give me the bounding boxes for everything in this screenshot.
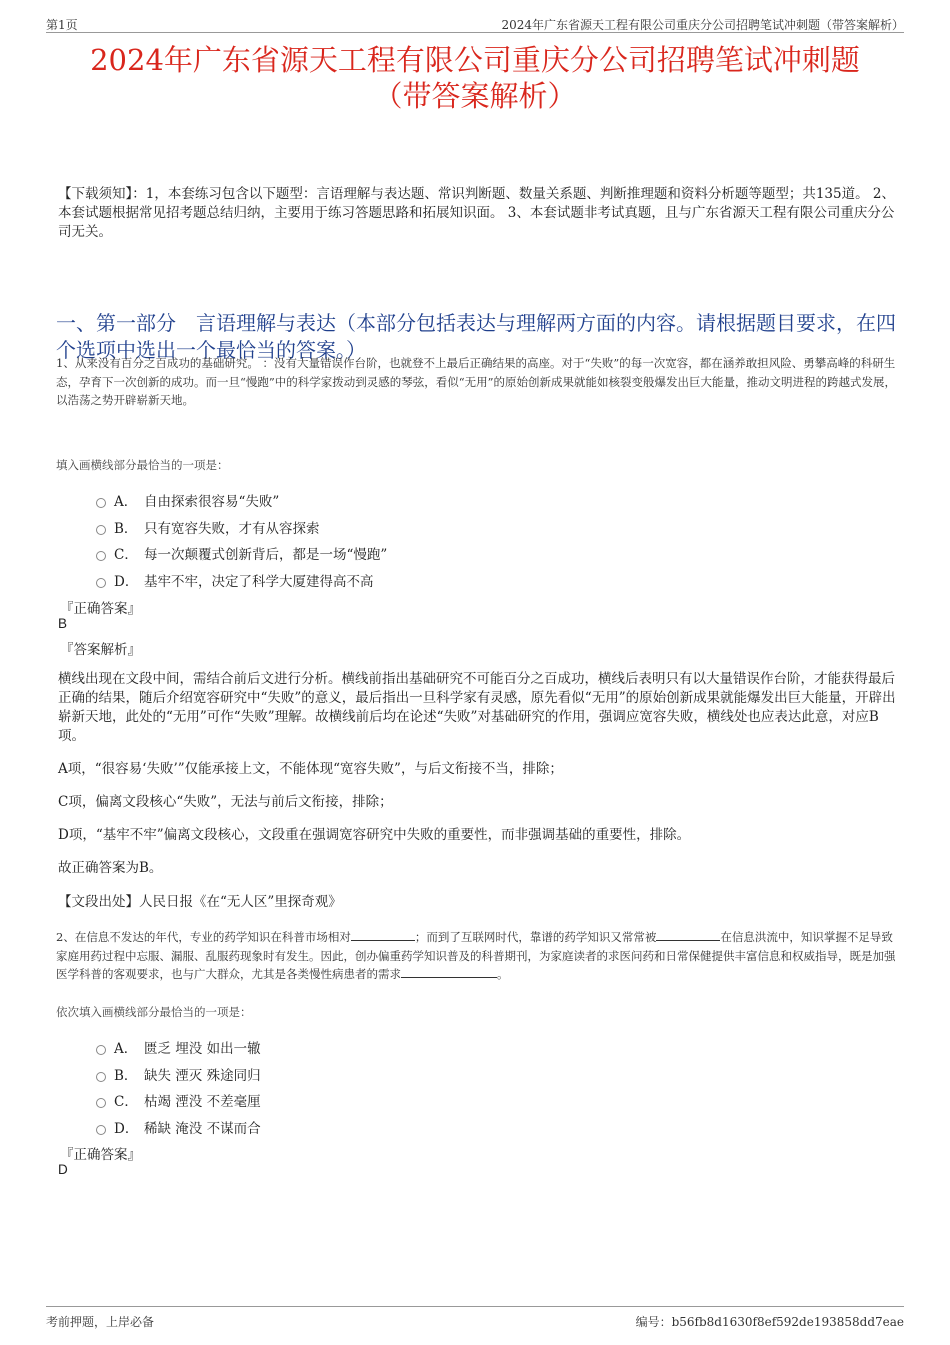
blank-3 — [401, 965, 497, 978]
radio-icon[interactable] — [96, 551, 106, 561]
question-2-text: 2、在信息不发达的年代，专业的药学知识在科普市场相对 ；而到了互联网时代，靠谱的药学知识又常常被 在信息洪流中，知识掌握不足导致家庭用药过程中忘服、漏服、乱服药现象时有发生。因此，创办偏重药学知识普及的科普期刊，为家庭读者的求医问药和日常保健提供丰富信息和权威指导，既是加强医学科普的客观要求，也与广大群众，尤其是各类慢性病患者的需求 。 — [56, 930, 896, 981]
option-c[interactable]: C． 枯竭 湮没 不差毫厘 — [96, 1087, 261, 1114]
blank-1 — [351, 928, 415, 941]
radio-icon[interactable] — [96, 1045, 106, 1055]
option-d[interactable]: D． 稀缺 淹没 不谋而合 — [96, 1114, 261, 1141]
title-line-1: 2024年广东省源天工程有限公司重庆分公司招聘笔试冲刺题 — [90, 43, 860, 77]
header-doc-title: 2024年广东省源天工程有限公司重庆分公司招聘笔试冲刺题（带答案解析） — [501, 18, 904, 32]
radio-icon[interactable] — [96, 1125, 106, 1135]
question-2-prompt: 依次填入画横线部分最恰当的一项是： — [56, 1005, 252, 1019]
radio-icon[interactable] — [96, 1098, 106, 1108]
question-1-prompt: 填入画横线部分最恰当的一项是： — [56, 458, 229, 472]
analysis-option-d: D项，“基牢不牢”偏离文段核心，文段重在强调宽容研究中失败的重要性，而非强调基础的重要性，排除。 — [58, 827, 691, 843]
option-a[interactable]: A． 自由探索很容易“失败” — [96, 487, 387, 514]
footer-slogan: 考前押题，上岸必备 — [46, 1315, 155, 1329]
footer-serial: 编号：b56fb8d1630f8ef592de193858dd7eae — [635, 1315, 904, 1329]
radio-icon[interactable] — [96, 525, 106, 535]
page-footer — [46, 1306, 904, 1329]
analysis-option-a: A项，“很容易‘失败’”仅能承接上文，不能体现“宽容失败”，与后文衔接不当，排除； — [58, 761, 563, 777]
question-1-options — [96, 487, 387, 593]
question-2-options — [96, 1034, 261, 1140]
radio-icon[interactable] — [96, 1072, 106, 1082]
radio-icon[interactable] — [96, 498, 106, 508]
analysis-conclusion: 故正确答案为B。 — [58, 860, 163, 876]
answer-label: 『正确答案』 — [60, 601, 141, 617]
answer-value: D — [58, 1162, 68, 1177]
analysis-text: 横线出现在文段中间，需结合前后文进行分析。横线前指出基础研究不可能百分之百成功，横线后表明只有以大量错误作台阶，才能获得最后正确的结果，随后介绍宽容研究中“失败”的意义，最后指出一旦科学家有灵感，原先看似“无用”的原始创新成果就能爆发出巨大能量，开辟出崭新天地，此处的“无用”可作“失败”理解。故横线前后均在论述“失败”对基础研究的作用，强调应宽容失败，横线处也应表达此意，对应B项。 — [58, 671, 896, 744]
option-a[interactable]: A． 匮乏 埋没 如出一辙 — [96, 1034, 261, 1061]
answer-label: 『正确答案』 — [60, 1147, 141, 1163]
option-b[interactable]: B． 只有宽容失败，才有从容探索 — [96, 514, 387, 541]
question-1-text: 1、从来没有百分之百成功的基础研究。 ：没有大量错误作台阶，也就登不上最后正确结果的高座。对于“失败”的每一次宽容，都在涵养敢担风险、勇攀高峰的科研生态，孕育下一次创新的成功。而一旦“慢跑”中的科学家拨动到灵感的琴弦，看似“无用”的原始创新成果就能如核裂变般爆发出巨大能量，推动文明进程的跨越式发展，以浩荡之势开辟崭新天地。 — [56, 356, 897, 407]
radio-icon[interactable] — [96, 578, 106, 588]
source-citation: 【文段出处】人民日报《在“无人区”里探奇观》 — [58, 894, 342, 910]
option-b[interactable]: B． 缺失 湮灭 殊途同归 — [96, 1061, 261, 1088]
option-c[interactable]: C． 每一次颠覆式创新背后，都是一场“慢跑” — [96, 540, 387, 567]
document-title — [40, 42, 910, 114]
download-notice: 【下载须知】：1，本套练习包含以下题型：言语理解与表达题、常识判断题、数量关系题、判断推理题和资料分析题等题型；共135道。 2、本套试题根据常见招考题总结归纳，主要用于练习答题思路和拓展知识面。 3、本套试题非考试真题，且与广东省源天工程有限公司重庆分公司无关。 — [58, 186, 895, 240]
analysis-option-c: C项，偏离文段核心“失败”，无法与前后文衔接，排除； — [58, 794, 393, 810]
blank-2 — [656, 928, 720, 941]
answer-value: B — [58, 616, 68, 631]
page-number: 第1页 — [46, 18, 78, 32]
analysis-label: 『答案解析』 — [60, 642, 141, 658]
page-header — [46, 14, 904, 33]
section-heading: 一、第一部分 言语理解与表达（本部分包括表达与理解两方面的内容。请根据题目要求，在四个选项中选出一个最恰当的答案。） — [56, 311, 896, 362]
option-d[interactable]: D． 基牢不牢，决定了科学大厦建得高不高 — [96, 567, 387, 594]
title-line-2: （带答案解析） — [373, 79, 577, 113]
